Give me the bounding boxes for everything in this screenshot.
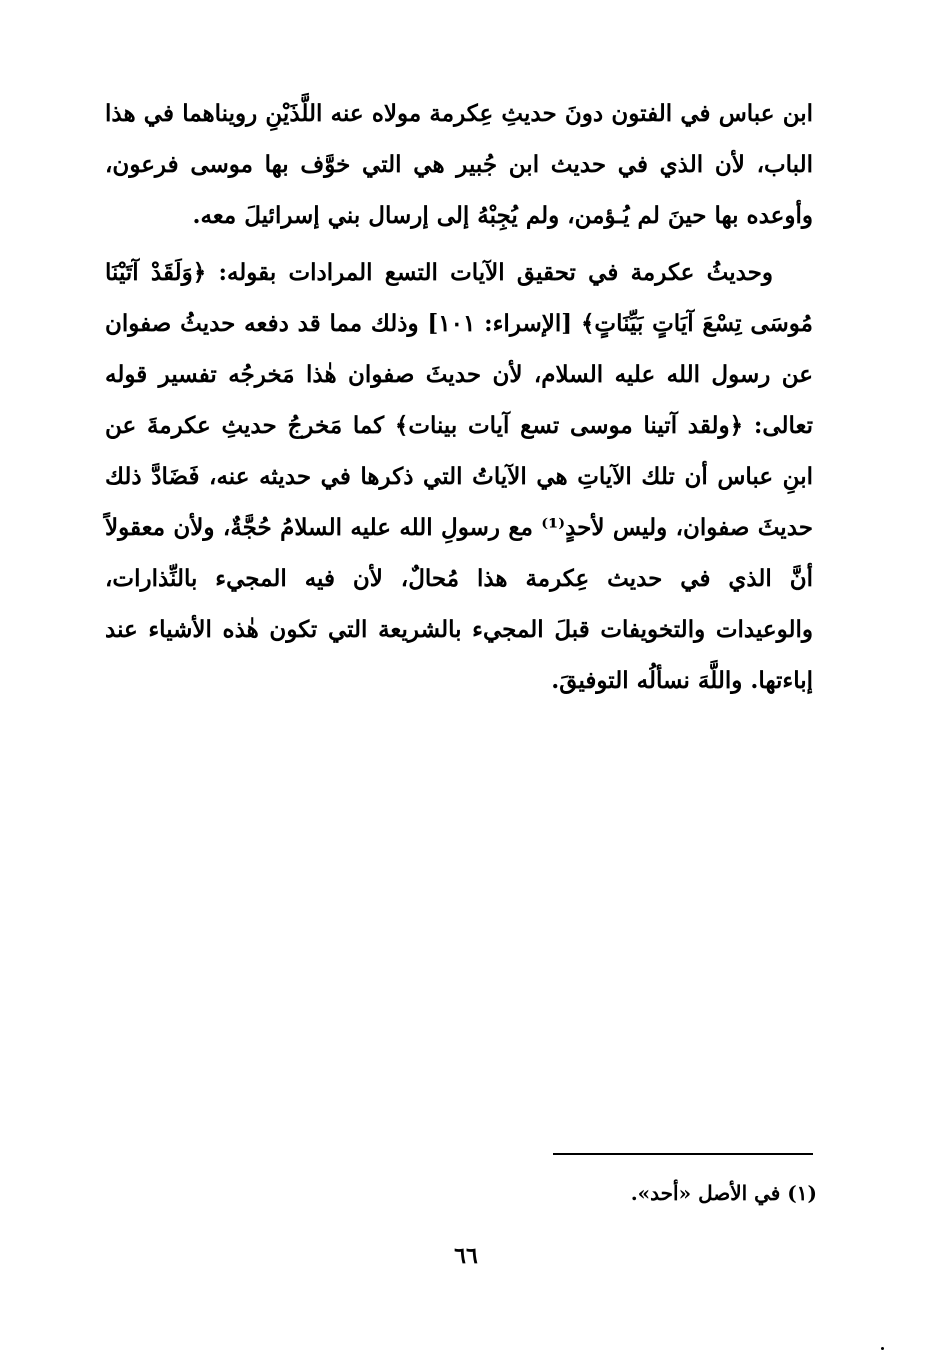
- scan-speck: [881, 1347, 884, 1350]
- main-text: [105, 88, 813, 706]
- paragraph-1: ابن عباس في الفتون دونَ حديثِ عِكرمة مولاه عنه اللَّذَيْنِ رويناهما في هذا الباب، لأن الذي في حديث ابن جُبير هي التي خوَّف بها موسى فرعون، وأوعده بها حينَ لم يُـؤمن، ولم يُجِبْهُ إلى إرسال بني إسرائيلَ معه.: [105, 100, 813, 229]
- page-number: ٦٦: [454, 1243, 478, 1269]
- paragraph-2: وحديثُ عكرمة في تحقيق الآيات التسع المرادات بقوله: ﴿وَلَقَدْ آتَيْنَا مُوسَى تِسْعَ آيَاتٍ بَيِّنَاتٍ﴾ [الإسراء: ١٠١] وذلك مما قد دفعه حديثُ صفوان عن رسول الله عليه السلام، لأن حديثَ صفوان هٰذا مَخرجُه تفسير قوله تعالى: ﴿ولقد آتينا موسى تسع آيات بينات﴾ كما مَخرجُ حديثِ عكرمةَ عن ابنِ عباس أن تلك الآياتِ هي الآياتُ التي ذكرها في حديثه عنه، فَضَادَّ ذلك حديثَ صفوان، وليس لأحدٍ⁽¹⁾ مع رسولِ الله عليه السلامُ حُجَّةٌ، ولأن معقولاً أنَّ الذي في حديث عِكرمة هذا مُحالٌ، لأن فيه المجيء بالنِّذارات، والوعيدات والتخويفات قبلَ المجيء بالشريعة التي تكون هٰذه الأشياء عند إباءتها. واللَّهَ نسألُه التوفيقَ.: [105, 259, 814, 694]
- footnote: (١) في الأصل «أحد».: [630, 1181, 817, 1205]
- footnote-divider: [553, 1153, 813, 1155]
